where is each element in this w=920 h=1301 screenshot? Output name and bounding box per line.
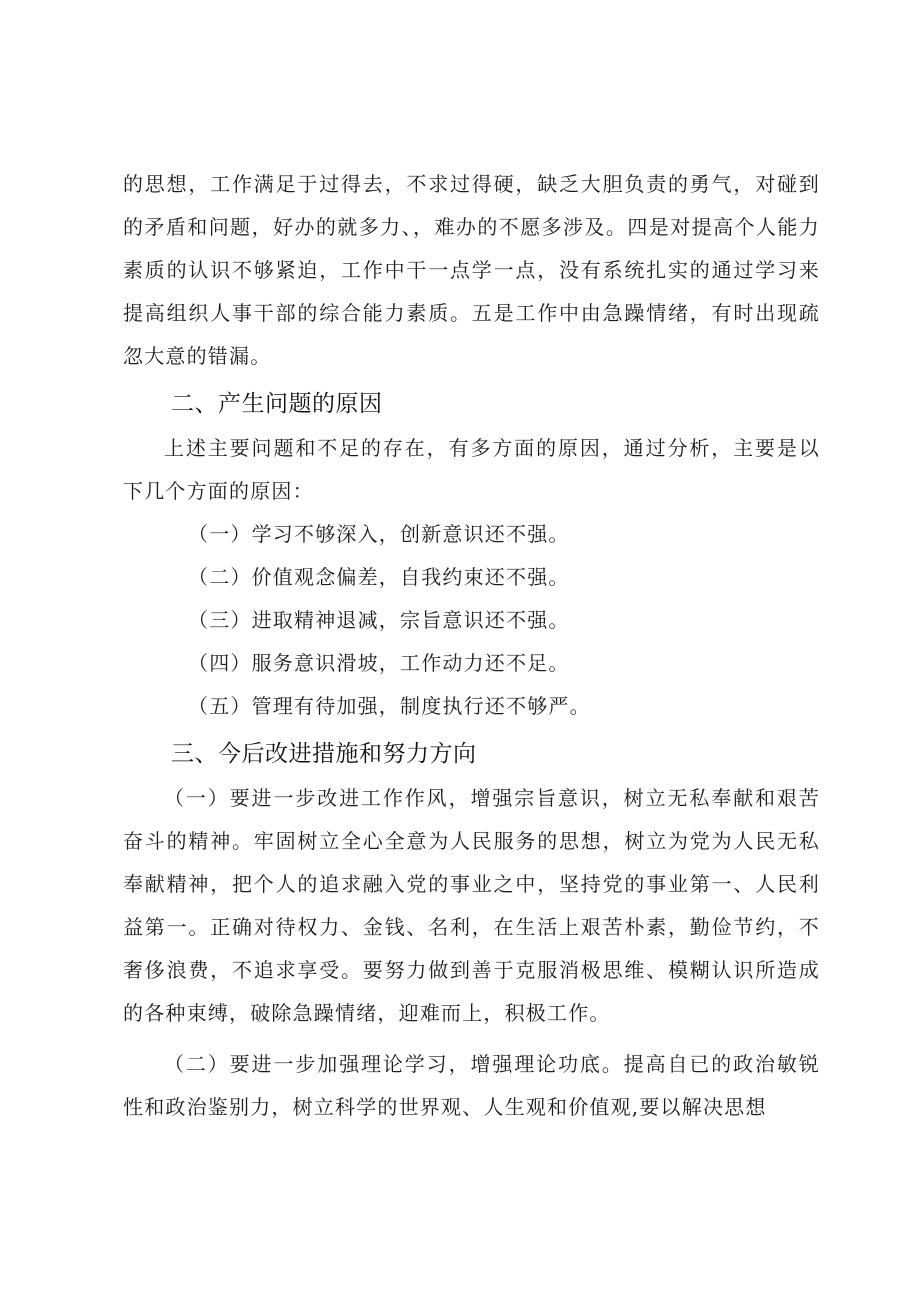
causes-intro-paragraph: 上述主要问题和不足的存在，有多方面的原因，通过分析，主要是以下几个方面的原因： — [123, 436, 820, 503]
improvement-paragraph-2: （二）要进一步加强理论学习，增强理论功底。提高自已的政治敏锐性和政治鉴别力，树立科学的世界观、人生观和价值观,要以解决思想 — [123, 1052, 820, 1119]
section-heading-causes: 二、产生问题的原因 — [171, 391, 383, 417]
document-body — [123, 163, 820, 1129]
list-item: （五）管理有待加强，制度执行还不够严。 — [188, 694, 591, 718]
list-item: （三）进取精神退减，宗旨意识还不强。 — [188, 608, 570, 632]
continuation-paragraph: 的思想，工作满足于过得去，不求过得硬，缺乏大胆负责的勇气，对碰到的矛盾和问题，好办的就多力、，难办的不愿多涉及。四是对提高个人能力素质的认识不够紧迫，工作中干一点学一点，没有系统扎实的通过学习来提高组织人事干部的综合能力素质。五是工作中由急躁情绪，有时出现疏忽大意的错漏。 — [123, 172, 820, 368]
improvement-paragraph-1: （一）要进一步改进工作作风，增强宗旨意识，树立无私奉献和艰苦奋斗的精神。牢固树立全心全意为人民服务的思想，树立为党为人民无私奉献精神，把个人的追求融入党的事业之中，坚持党的事业第一、人民利益第一。正确对待权力、金钱、名利，在生活上艰苦朴素，勤俭节约，不奢侈浪费，不追求享受。要努力做到善于克服消极思维、模糊认识所造成的各种束缚，破除急躁情绪，迎难而上，积极工作。 — [123, 786, 820, 1025]
list-item: （四）服务意识滑坡，工作动力还不足。 — [188, 651, 570, 675]
causes-list — [123, 513, 820, 728]
list-item: （一）学习不够深入，创新意识还不强。 — [188, 522, 570, 546]
section-heading-improvements: 三、今后改进措施和努力方向 — [171, 741, 477, 767]
paragraph-spacer — [123, 1035, 820, 1043]
list-item: （二）价值观念偏差，自我约束还不强。 — [188, 565, 570, 589]
